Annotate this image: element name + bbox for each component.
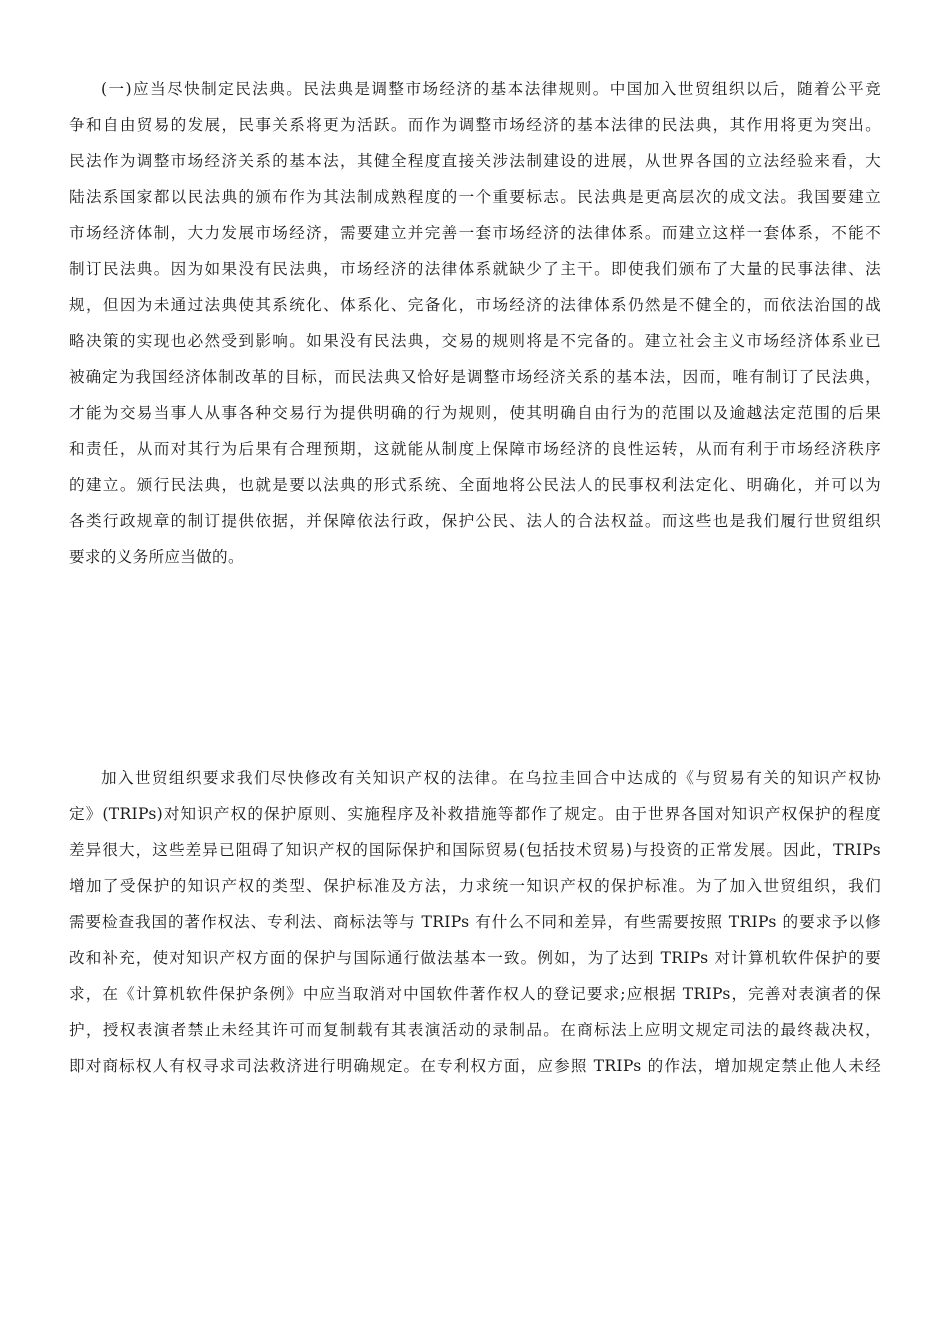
paragraph-intellectual-property xyxy=(69,768,881,1092)
text-line: 被确定为我国经济体制改革的目标，而民法典又恰好是调整市场经济关系的基本法，因而，唯有制订了民法典， xyxy=(69,368,881,386)
text-line: 差异很大，这些差异已阻碍了知识产权的国际保护和国际贸易(包括技术贸易)与投资的正常发展。因此，TRIPs xyxy=(69,841,881,859)
text-line: 才能为交易当事人从事各种交易行为提供明确的行为规则，使其明确自由行为的范围以及逾越法定范围的后果 xyxy=(69,404,881,422)
text-line: 加入世贸组织要求我们尽快修改有关知识产权的法律。在乌拉圭回合中达成的《与贸易有关的知识产权协 xyxy=(101,769,881,787)
text-line: 改和补充，使对知识产权方面的保护与国际通行做法基本一致。例如，为了达到 TRIPs 对计算机软件保护的要 xyxy=(69,949,881,967)
text-line: 需要检查我国的著作权法、专利法、商标法等与 TRIPs 有什么不同和差异，有些需要按照 TRIPs 的要求予以修 xyxy=(69,913,881,931)
text-line: 市场经济体制，大力发展市场经济，需要建立并完善一套市场经济的法律体系。而建立这样一套体系，不能不 xyxy=(69,224,881,242)
paragraph-civil-code xyxy=(69,79,881,583)
text-line: 争和自由贸易的发展，民事关系将更为活跃。而作为调整市场经济的基本法律的民法典，其作用将更为突出。 xyxy=(69,116,881,134)
text-line: 和责任，从而对其行为后果有合理预期，这就能从制度上保障市场经济的良性运转，从而有利于市场经济秩序 xyxy=(69,440,881,458)
text-line: 民法作为调整市场经济关系的基本法，其健全程度直接关涉法制建设的进展，从世界各国的立法经验来看，大 xyxy=(69,152,881,170)
text-line: 略决策的实现也必然受到影响。如果没有民法典，交易的规则将是不完备的。建立社会主义市场经济体系业已 xyxy=(69,332,881,350)
text-line: 陆法系国家都以民法典的颁布作为其法制成熟程度的一个重要标志。民法典是更高层次的成文法。我国要建立 xyxy=(69,188,881,206)
text-line: 各类行政规章的制订提供依据，并保障依法行政，保护公民、法人的合法权益。而这些也是我们履行世贸组织 xyxy=(69,512,881,530)
text-line: 制订民法典。因为如果没有民法典，市场经济的法律体系就缺少了主干。即使我们颁布了大量的民事法律、法 xyxy=(69,260,881,278)
text-line: 规，但因为未通过法典使其系统化、体系化、完备化，市场经济的法律体系仍然是不健全的，而依法治国的战 xyxy=(69,296,881,314)
text-line: 护，授权表演者禁止未经其许可而复制载有其表演活动的录制品。在商标法上应明文规定司法的最终裁决权， xyxy=(69,1021,881,1039)
text-line: 的建立。颁行民法典，也就是要以法典的形式系统、全面地将公民法人的民事权利法定化、明确化，并可以为 xyxy=(69,476,881,494)
text-line: 要求的义务所应当做的。 xyxy=(69,548,244,566)
text-line: 增加了受保护的知识产权的类型、保护标准及方法，力求统一知识产权的保护标准。为了加入世贸组织，我们 xyxy=(69,877,881,895)
text-line: 求，在《计算机软件保护条例》中应当取消对中国软件著作权人的登记要求;应根据 TRIPs，完善对表演者的保 xyxy=(69,985,881,1003)
text-line: 即对商标权人有权寻求司法救济进行明确规定。在专利权方面，应参照 TRIPs 的作法，增加规定禁止他人未经 xyxy=(69,1057,881,1075)
text-line: (一)应当尽快制定民法典。民法典是调整市场经济的基本法律规则。中国加入世贸组织以后，随着公平竞 xyxy=(101,80,881,98)
text-line: 定》(TRIPs)对知识产权的保护原则、实施程序及补救措施等都作了规定。由于世界各国对知识产权保护的程度 xyxy=(69,805,881,823)
